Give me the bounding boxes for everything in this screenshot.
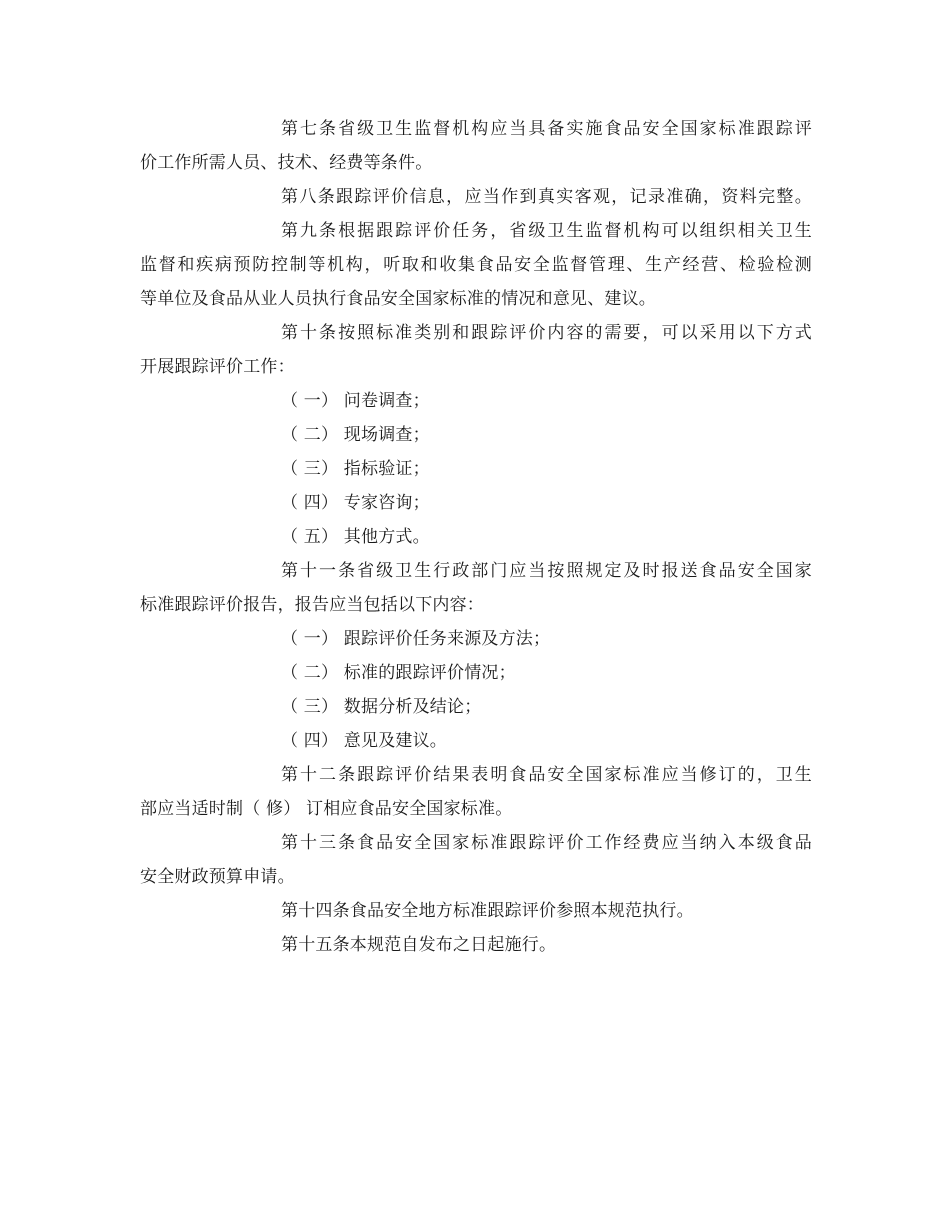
article-12-line-1: 第十二条跟踪评价结果表明食品安全国家标准应当修订的，卫生 <box>281 765 812 785</box>
article-10-line-1: 第十条按照标准类别和跟踪评价内容的需要，可以采用以下方式 <box>281 323 812 343</box>
article-11-item-3: （ 三） 数据分析及结论； <box>281 697 482 717</box>
article-10-item-4: （ 四） 专家咨询； <box>281 493 430 513</box>
article-11-item-1: （ 一） 跟踪评价任务来源及方法； <box>281 629 551 649</box>
article-9-line-2: 监督和疾病预防控制等机构，听取和收集食品安全监督管理、生产经营、检验检测 <box>140 255 812 275</box>
article-13-line-1: 第十三条食品安全国家标准跟踪评价工作经费应当纳入本级食品 <box>281 833 812 853</box>
document-body <box>140 112 812 962</box>
article-9-line-1: 第九条根据跟踪评价任务，省级卫生监督机构可以组织相关卫生 <box>281 221 812 241</box>
article-15-line-1: 第十五条本规范自发布之日起施行。 <box>281 935 557 955</box>
article-10-item-2: （ 二） 现场调查； <box>281 425 430 445</box>
article-11-line-2: 标准跟踪评价报告，报告应当包括以下内容： <box>140 595 484 615</box>
article-12-line-2: 部应当适时制（ 修） 订相应食品安全国家标准。 <box>140 799 513 819</box>
article-14-line-1: 第十四条食品安全地方标准跟踪评价参照本规范执行。 <box>281 901 694 921</box>
article-10-item-1: （ 一） 问卷调查； <box>281 391 430 411</box>
article-13-line-2: 安全财政预算申请。 <box>140 867 295 887</box>
article-9-line-3: 等单位及食品从业人员执行食品安全国家标准的情况和意见、建议。 <box>140 289 656 309</box>
article-10-item-3: （ 三） 指标验证； <box>281 459 430 479</box>
article-11-item-2: （ 二） 标准的跟踪评价情况； <box>281 663 516 683</box>
article-8-line-1: 第八条跟踪评价信息，应当作到真实客观，记录准确，资料完整。 <box>281 187 812 207</box>
article-7-line-2: 价工作所需人员、技术、经费等条件。 <box>140 153 433 173</box>
article-11-line-1: 第十一条省级卫生行政部门应当按照规定及时报送食品安全国家 <box>281 561 812 581</box>
article-10-line-2: 开展跟踪评价工作： <box>140 357 295 377</box>
article-7-line-1: 第七条省级卫生监督机构应当具备实施食品安全国家标准跟踪评 <box>281 119 812 139</box>
article-10-item-5: （ 五） 其他方式。 <box>281 527 430 547</box>
article-11-item-4: （ 四） 意见及建议。 <box>281 731 448 751</box>
